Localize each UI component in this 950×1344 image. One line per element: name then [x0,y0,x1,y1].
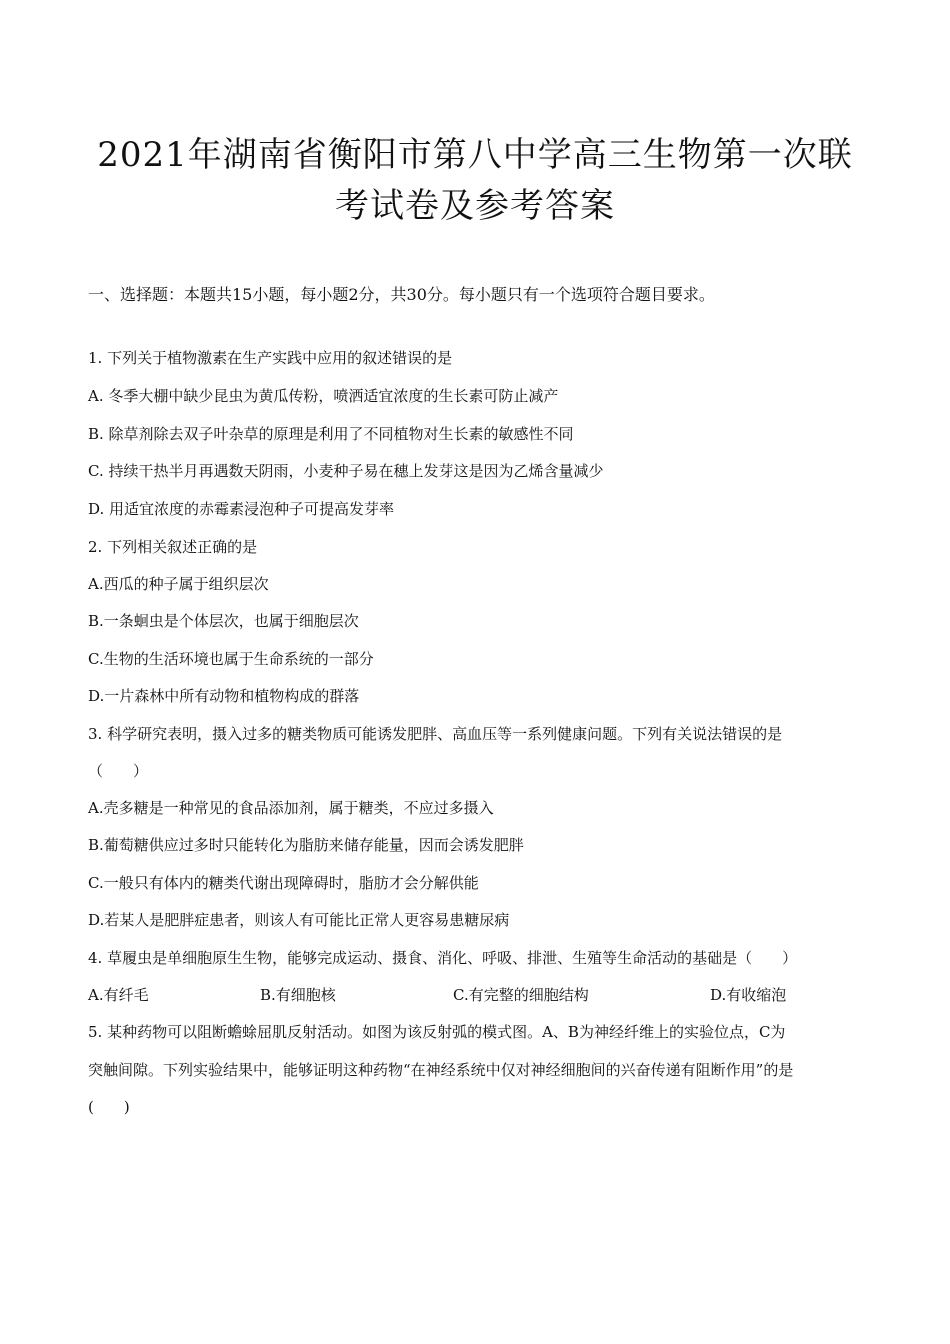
question-2-stem: 2. 下列相关叙述正确的是 [88,538,258,556]
question-4-stem: 4. 草履虫是单细胞原生生物，能够完成运动、摄食、消化、呼吸、排泄、生殖等生命活动的基础是（ ） [88,949,798,967]
question-4-option-c: C.有完整的细胞结构 [453,986,589,1004]
question-2-option-d: D.一片森林中所有动物和植物构成的群落 [88,687,360,705]
question-1-stem: 1. 下列关于植物激素在生产实践中应用的叙述错误的是 [88,349,453,367]
question-4-option-b: B.有细胞核 [260,986,336,1004]
question-3-option-c: C.一般只有体内的糖类代谢出现障碍时，脂肪才会分解供能 [88,874,479,892]
question-4-option-a: A.有纤毛 [88,986,149,1004]
question-4-option-d: D.有收缩泡 [710,986,787,1004]
question-3-stem: 3. 科学研究表明，摄入过多的糖类物质可能诱发肥胖、高血压等一系列健康问题。下列有关说法错误的是 [88,725,783,743]
question-5-stem: 5. 某种药物可以阻断蟾蜍屈肌反射活动。如图为该反射弧的模式图。A、B为神经纤维上的实验位点，C为 [88,1023,786,1041]
section-heading: 一、选择题：本题共15小题，每小题2分，共30分。每小题只有一个选项符合题目要求。 [88,285,715,304]
question-2-option-b: B.一条蛔虫是个体层次，也属于细胞层次 [88,612,359,630]
question-3-option-b: B.葡萄糖供应过多时只能转化为脂肪来储存能量，因而会诱发肥胖 [88,836,524,854]
question-1-option-a: A. 冬季大棚中缺少昆虫为黄瓜传粉，喷洒适宜浓度的生长素可防止减产 [88,387,559,405]
question-1-option-d: D. 用适宜浓度的赤霉素浸泡种子可提高发芽率 [88,500,395,518]
question-3-answer-blank: （ ） [88,762,149,780]
question-1-option-c: C. 持续干热半月再遇数天阴雨，小麦种子易在穗上发芽这是因为乙烯含量减少 [88,462,604,480]
document-title-line-2: 考试卷及参考答案 [335,186,615,226]
question-3-option-a: A.壳多糖是一种常见的食品添加剂，属于糖类，不应过多摄入 [88,799,494,817]
question-2-option-a: A.西瓜的种子属于组织层次 [88,575,269,593]
question-5-stem-line-2: 突触间隙。下列实验结果中，能够证明这种药物“在神经系统中仅对神经细胞间的兴奋传递有阻断作用”的是 [88,1061,794,1079]
document-title-line-1: 2021年湖南省衡阳市第八中学高三生物第一次联 [97,135,853,175]
question-3-option-d: D.若某人是肥胖症患者，则该人有可能比正常人更容易患糖尿病 [88,911,510,929]
question-1-option-b: B. 除草剂除去双子叶杂草的原理是利用了不同植物对生长素的敏感性不同 [88,425,574,443]
question-5-answer-blank: ( ) [88,1098,130,1116]
question-2-option-c: C.生物的生活环境也属于生命系统的一部分 [88,650,374,668]
